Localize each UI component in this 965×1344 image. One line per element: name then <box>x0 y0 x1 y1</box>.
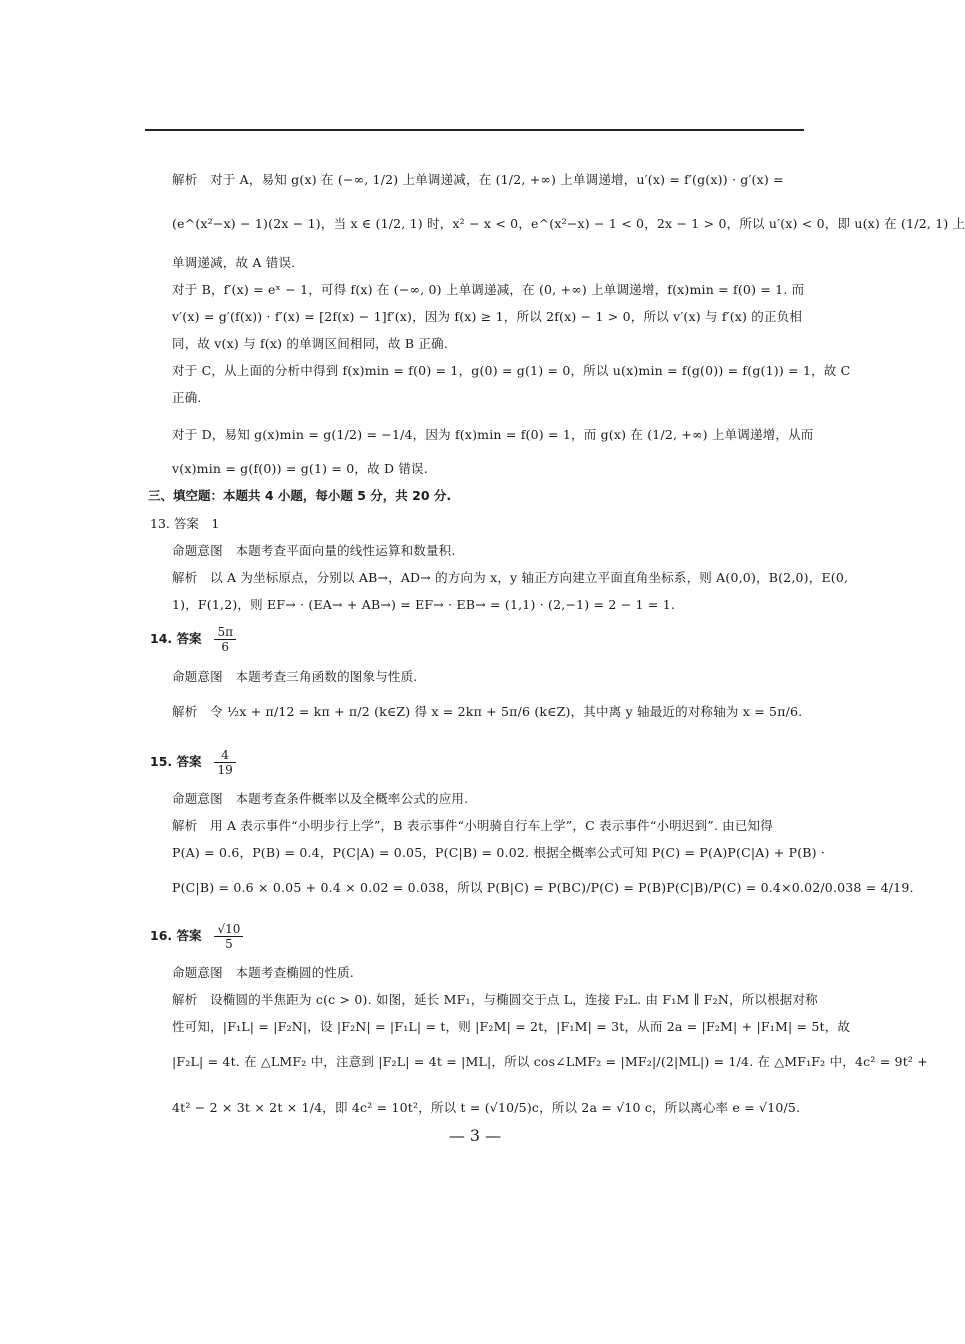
page-number: — 3 — <box>448 1126 502 1145</box>
q15-answer-denominator: 19 <box>217 763 233 777</box>
solution-c-line-2: 正确. <box>172 390 202 405</box>
q15-solution-line-1: 解析 用 A 表示事件“小明步行上学”，B 表示事件“小明骑自行车上学”，C 表示事件“小明迟到”. 由已知得 <box>172 818 773 833</box>
q16-intent: 命题意图 本题考查椭圆的性质. <box>172 965 354 980</box>
q16-answer-label: 16. 答案 <box>150 928 202 943</box>
q15-solution-line-2: P(A) = 0.6，P(B) = 0.4，P(C|A) = 0.05，P(C|B) = 0.02. 根据全概率公式可知 P(C) = P(A)P(C|A) + P(B) · <box>172 845 826 860</box>
q16-answer <box>150 922 246 951</box>
solution-d-line-2: v(x)min = g(f(0)) = g(1) = 0，故 D 错误. <box>172 461 428 476</box>
q14-answer-denominator: 6 <box>221 640 230 654</box>
q14-answer <box>150 625 239 654</box>
solution-b-line-3: 同，故 v(x) 与 f(x) 的单调区间相同，故 B 正确. <box>172 336 448 351</box>
solution-a-line-2: (e^(x²−x) − 1)(2x − 1)，当 x ∈ (1/2, 1) 时，x² − x < 0，e^(x²−x) − 1 < 0，2x − 1 > 0，所以 u′(x) < 0，即 u(x) 在 (1/2, 1) 上 <box>172 216 965 231</box>
solution-b-line-2: v′(x) = g′(f(x)) · f′(x) = [2f(x) − 1]f′(x)，因为 f(x) ≥ 1，所以 2f(x) − 1 > 0，所以 v′(x) 与 f′(x) 的正负相 <box>172 309 803 324</box>
q16-solution-line-2: 性可知，|F₁L| = |F₂N|，设 |F₂N| = |F₁L| = t，则 |F₂M| = 2t，|F₁M| = 3t，从而 2a = |F₂M| + |F₁M| = 5t，故 <box>172 1019 851 1034</box>
solution-b-line-1: 对于 B，f′(x) = eˣ − 1，可得 f(x) 在 (−∞, 0) 上单调递减，在 (0, +∞) 上单调递增，f(x)min = f(0) = 1. 而 <box>172 282 805 297</box>
q16-solution-line-3: |F₂L| = 4t. 在 △LMF₂ 中，注意到 |F₂L| = 4t = |ML|，所以 cos∠LMF₂ = |MF₂|/(2|ML|) = 1/4. 在 △MF₁F₂ 中，4c² = 9t² + <box>172 1054 928 1069</box>
q15-answer-label: 15. 答案 <box>150 754 202 769</box>
q16-answer-fraction <box>214 922 243 951</box>
q15-answer-numerator: 4 <box>214 748 235 763</box>
q15-answer-fraction <box>214 748 235 777</box>
solution-c-line-1: 对于 C，从上面的分析中得到 f(x)min = f(0) = 1，g(0) = g(1) = 0，所以 u(x)min = f(g(0)) = f(g(1)) = 1，故 C <box>172 363 851 378</box>
q14-answer-fraction <box>214 625 236 654</box>
solution-d-line-1: 对于 D，易知 g(x)min = g(1/2) = −1/4，因为 f(x)min = f(0) = 1，而 g(x) 在 (1/2, +∞) 上单调递增，从而 <box>172 427 814 442</box>
q15-answer <box>150 748 239 777</box>
q15-intent: 命题意图 本题考查条件概率以及全概率公式的应用. <box>172 791 469 806</box>
q13-answer: 13. 答案 1 <box>150 516 220 531</box>
q13-solution-line-2: 1)，F(1,2)，则 EF→ · (EA→ + AB→) = EF→ · EB→ = (1,1) · (2,−1) = 2 − 1 = 1. <box>172 597 676 612</box>
q16-solution-line-1: 解析 设椭圆的半焦距为 c(c > 0). 如图，延长 MF₁，与椭圆交于点 L，连接 F₂L. 由 F₁M ∥ F₂N，所以根据对称 <box>172 992 818 1007</box>
q14-answer-label: 14. 答案 <box>150 631 202 646</box>
section-heading: 三、填空题：本题共 4 小题，每小题 5 分，共 20 分. <box>148 488 452 503</box>
q16-answer-numerator: √10 <box>214 922 243 937</box>
header-rule <box>145 129 804 131</box>
q14-solution-line-1: 解析 令 ½x + π/12 = kπ + π/2 (k∈Z) 得 x = 2kπ + 5π/6 (k∈Z)，其中离 y 轴最近的对称轴为 x = 5π/6. <box>172 704 803 719</box>
q13-intent: 命题意图 本题考查平面向量的线性运算和数量积. <box>172 543 456 558</box>
solution-a-line-1: 解析 对于 A，易知 g(x) 在 (−∞, 1/2) 上单调递减，在 (1/2, +∞) 上单调递增，u′(x) = f′(g(x)) · g′(x) = <box>172 172 784 187</box>
q15-solution-line-3: P(C|B) = 0.6 × 0.05 + 0.4 × 0.02 = 0.038，所以 P(B|C) = P(BC)/P(C) = P(B)P(C|B)/P(C) = 0.4×0.02/0.038 = 4/19. <box>172 880 914 895</box>
q14-intent: 命题意图 本题考查三角函数的图象与性质. <box>172 669 418 684</box>
solution-a-line-3: 单调递减，故 A 错误. <box>172 255 296 270</box>
q13-solution-line-1: 解析 以 A 为坐标原点，分别以 AB→，AD→ 的方向为 x，y 轴正方向建立平面直角坐标系，则 A(0,0)，B(2,0)，E(0, <box>172 570 849 585</box>
q16-answer-denominator: 5 <box>225 937 233 951</box>
q16-solution-line-4: 4t² − 2 × 3t × 2t × 1/4，即 4c² = 10t²，所以 t = (√10/5)c，所以 2a = √10 c，所以离心率 e = √10/5. <box>172 1100 801 1115</box>
q14-answer-numerator: 5π <box>214 625 236 640</box>
